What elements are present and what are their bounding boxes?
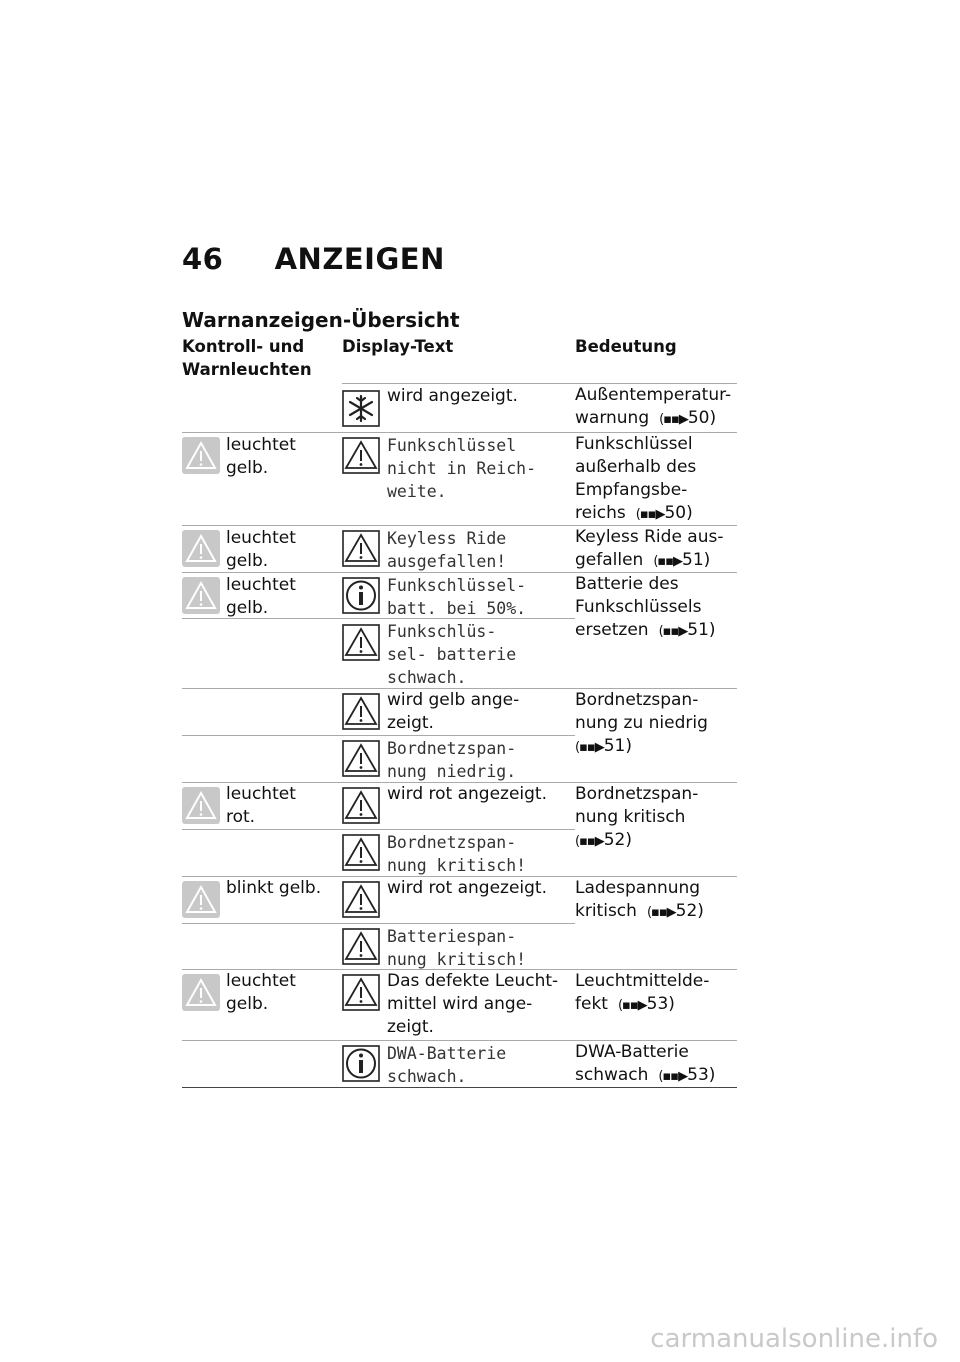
page-ref-arrow-icon: (▪▪▶ bbox=[575, 740, 604, 755]
control-text: leuchtet gelb. bbox=[226, 575, 296, 618]
row-divider bbox=[182, 829, 575, 830]
warning-triangle-icon bbox=[342, 928, 380, 965]
display-text: wird angezeigt. bbox=[387, 386, 518, 406]
meaning-text: Bordnetzspan- nung kritisch (▪▪▶52) bbox=[575, 783, 740, 853]
display-text: Batteriespan- nung kritisch! bbox=[387, 927, 527, 969]
page-ref-arrow-icon: (▪▪▶ bbox=[635, 507, 665, 522]
page-ref-arrow-icon: (▪▪▶ bbox=[646, 905, 676, 920]
column-header-control: Kontroll- und Warnleuchten bbox=[182, 337, 312, 379]
meaning-text: Außentemperatur- warnung (▪▪▶50) bbox=[575, 384, 740, 431]
warning-triangle-icon bbox=[342, 787, 380, 824]
control-text: leuchtet rot. bbox=[226, 784, 296, 827]
warning-triangle-icon bbox=[342, 437, 380, 474]
display-text: Funkschlüssel- batt. bei 50%. bbox=[387, 576, 527, 618]
page-ref-arrow-icon: (▪▪▶ bbox=[658, 624, 688, 639]
warning-light-icon bbox=[182, 787, 220, 824]
display-text: Bordnetzspan- nung niedrig. bbox=[387, 739, 517, 781]
column-header-meaning: Bedeutung bbox=[575, 337, 677, 356]
page-ref-arrow-icon: (▪▪▶ bbox=[659, 412, 688, 427]
control-text: blinkt gelb. bbox=[226, 878, 322, 898]
info-icon bbox=[342, 577, 380, 614]
watermark: carmanualsonline.info bbox=[650, 1324, 938, 1354]
display-text: Bordnetzspan- nung kritisch! bbox=[387, 833, 527, 875]
page-ref-arrow-icon: (▪▪▶ bbox=[617, 998, 647, 1013]
section-title: Warnanzeigen-Übersicht bbox=[182, 308, 460, 332]
warning-triangle-icon bbox=[342, 974, 380, 1011]
meaning-text: Ladespannung kritisch (▪▪▶52) bbox=[575, 877, 740, 924]
warning-triangle-icon bbox=[342, 530, 380, 567]
page-ref-arrow-icon: (▪▪▶ bbox=[653, 554, 683, 569]
page-ref-arrow-icon: (▪▪▶ bbox=[575, 834, 604, 849]
warning-light-icon bbox=[182, 530, 220, 567]
control-text: leuchtet gelb. bbox=[226, 528, 296, 571]
chapter-title: ANZEIGEN bbox=[274, 242, 445, 276]
page-header bbox=[182, 242, 445, 276]
meaning-text: Bordnetzspan- nung zu niedrig (▪▪▶51) bbox=[575, 689, 740, 759]
display-text: DWA-Batterie schwach. bbox=[387, 1044, 507, 1086]
warning-triangle-icon bbox=[342, 834, 380, 871]
warning-triangle-icon bbox=[342, 693, 380, 730]
meaning-text: Funkschlüssel außerhalb des Empfangsbe- reichs (▪▪▶50) bbox=[575, 433, 740, 526]
control-text: leuchtet gelb. bbox=[226, 435, 296, 478]
warning-light-icon bbox=[182, 881, 220, 918]
display-text: Funkschlüs- sel- batterie schwach. bbox=[387, 622, 517, 687]
meaning-text: Leuchtmittelde- fekt (▪▪▶53) bbox=[575, 970, 740, 1017]
row-divider bbox=[182, 735, 575, 736]
warning-light-icon bbox=[182, 577, 220, 614]
snowflake-icon bbox=[342, 390, 380, 427]
page-ref-arrow-icon: (▪▪▶ bbox=[658, 1069, 688, 1084]
display-text: Funkschlüssel nicht in Reich- weite. bbox=[387, 436, 537, 501]
meaning-text: Batterie des Funkschlüssels ersetzen (▪▪▶51) bbox=[575, 573, 740, 643]
display-text: Das defekte Leucht- mittel wird ange- zeigt. bbox=[387, 971, 559, 1037]
warning-triangle-icon bbox=[342, 740, 380, 777]
control-text: leuchtet gelb. bbox=[226, 971, 296, 1014]
page-number: 46 bbox=[182, 242, 224, 276]
meaning-text: DWA-Batterie schwach (▪▪▶53) bbox=[575, 1041, 740, 1088]
warning-triangle-icon bbox=[342, 881, 380, 918]
display-text: wird rot angezeigt. bbox=[387, 878, 548, 898]
row-divider bbox=[182, 923, 575, 924]
display-text: wird gelb ange- zeigt. bbox=[387, 690, 520, 733]
warning-triangle-icon bbox=[342, 624, 380, 661]
warning-light-icon bbox=[182, 974, 220, 1011]
column-header-display: Display-Text bbox=[342, 337, 454, 356]
info-icon bbox=[342, 1045, 380, 1082]
warning-light-icon bbox=[182, 437, 220, 474]
display-text: Keyless Ride ausgefallen! bbox=[387, 529, 507, 571]
display-text: wird rot angezeigt. bbox=[387, 784, 548, 804]
meaning-text: Keyless Ride aus- gefallen (▪▪▶51) bbox=[575, 526, 740, 573]
